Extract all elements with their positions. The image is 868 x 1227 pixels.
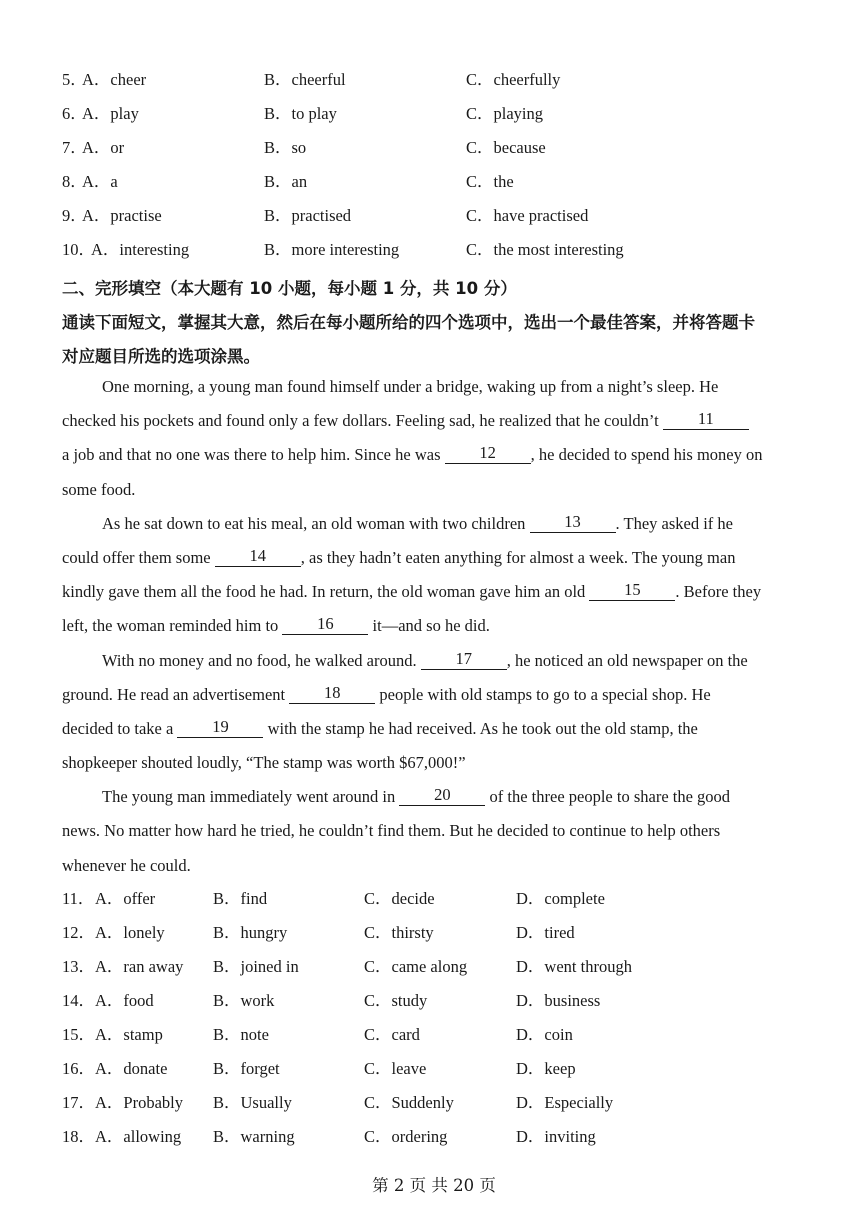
option-d: D．complete: [516, 889, 605, 908]
option-c: C．thirsty: [364, 923, 434, 942]
option-a: A．lonely: [95, 923, 165, 942]
text: a job and that no one was there to help him. Since he was: [62, 445, 441, 465]
blank-12: 12: [445, 443, 531, 464]
option-c: C．card: [364, 1025, 420, 1044]
option-c: C．the most interesting: [466, 240, 624, 259]
text: with the stamp he had received. As he took out the old stamp, the: [267, 718, 698, 738]
option-a: A．cheer: [82, 70, 147, 89]
text: . Before they: [675, 582, 762, 602]
passage-line: news. No matter how hard he tried, he couldn’t find them. But he decided to continue to help others: [62, 821, 721, 841]
option-b: B．to play: [264, 104, 337, 123]
text: of the three people to share the good: [489, 787, 731, 807]
option-d: D．inviting: [516, 1127, 596, 1146]
section-instruction-cont: 对应题目所选的选项涂黑。: [62, 347, 260, 366]
option-b: B．hungry: [213, 923, 288, 942]
option-d: D．coin: [516, 1025, 573, 1044]
option-c: C．playing: [466, 104, 543, 123]
option-b: B．more interesting: [264, 240, 400, 259]
option-c: C．because: [466, 138, 546, 157]
blank-18: 18: [289, 683, 375, 704]
text: , he noticed an old newspaper on the: [506, 650, 748, 670]
option-a: A．offer: [95, 889, 156, 908]
option-a: A．Probably: [95, 1093, 183, 1112]
passage-line: shopkeeper shouted loudly, “The stamp was worth $67,000!”: [62, 753, 466, 773]
option-c: C．the: [466, 172, 514, 191]
question-number: 12．: [62, 923, 95, 942]
blank-17: 17: [421, 649, 507, 670]
section-title: 二、完形填空（本大题有 10 小题，每小题 1 分，共 10 分）: [62, 279, 517, 298]
text: it—and so he did.: [372, 616, 490, 636]
question-number: 15．: [62, 1025, 95, 1044]
option-c: C．decide: [364, 889, 435, 908]
text: checked his pockets and found only a few dollars. Feeling sad, he realized that he couldn’t: [62, 411, 659, 431]
blank-16: 16: [282, 614, 368, 635]
option-b: B．find: [213, 889, 268, 908]
blank-20: 20: [399, 785, 485, 806]
option-c: C．cheerfully: [466, 70, 561, 89]
option-c: C．study: [364, 991, 428, 1010]
blank-13: 13: [530, 512, 616, 533]
text: . They asked if he: [615, 513, 733, 533]
option-d: D．keep: [516, 1059, 576, 1078]
option-b: B．work: [213, 991, 275, 1010]
option-c: C．came along: [364, 957, 468, 976]
blank-15: 15: [589, 580, 675, 601]
option-a: A．interesting: [91, 240, 190, 259]
question-number: 8．: [62, 172, 87, 191]
passage-line: whenever he could.: [62, 855, 191, 875]
page-number: 第 2 页 共 20 页: [372, 1176, 496, 1195]
question-number: 5．: [62, 70, 87, 89]
option-b: B．forget: [213, 1059, 280, 1078]
question-number: 10．: [62, 240, 95, 259]
option-b: B．so: [264, 138, 307, 157]
passage-line: [62, 575, 807, 609]
question-number: 9．: [62, 206, 87, 225]
option-a: A．a: [82, 172, 118, 191]
option-d: D．went through: [516, 957, 632, 976]
blank-14: 14: [215, 546, 301, 567]
option-a: A．ran away: [95, 957, 184, 976]
text: left, the woman reminded him to: [62, 616, 279, 636]
option-c: C．ordering: [364, 1127, 448, 1146]
passage-line: [62, 507, 807, 541]
option-b: B．cheerful: [264, 70, 346, 89]
question-number: 14．: [62, 991, 95, 1010]
passage-line: [62, 438, 807, 472]
option-b: B．practised: [264, 206, 352, 225]
option-c: C．leave: [364, 1059, 427, 1078]
passage-line: [62, 644, 807, 678]
text: As he sat down to eat his meal, an old woman with two children: [102, 513, 526, 533]
option-c: C．Suddenly: [364, 1093, 454, 1112]
question-number: 18．: [62, 1127, 95, 1146]
option-d: D．Especially: [516, 1093, 614, 1112]
question-number: 13．: [62, 957, 95, 976]
option-a: A．allowing: [95, 1127, 182, 1146]
text: could offer them some: [62, 547, 211, 567]
option-d: D．business: [516, 991, 601, 1010]
option-a: A．play: [82, 104, 139, 123]
text: kindly gave them all the food he had. In return, the old woman gave him an old: [62, 582, 586, 602]
section-instruction: 通读下面短文，掌握其大意，然后在每小题所给的四个选项中，选出一个最佳答案，并将答题卡: [62, 313, 755, 332]
passage-line: some food.: [62, 479, 136, 499]
option-a: A．or: [82, 138, 125, 157]
passage-line: [62, 404, 807, 438]
option-b: B．Usually: [213, 1093, 292, 1112]
text: , he decided to spend his money on: [530, 445, 763, 465]
text: , as they hadn’t eaten anything for almost a week. The young man: [300, 547, 736, 567]
option-b: B．warning: [213, 1127, 295, 1146]
passage-line: [62, 541, 807, 575]
option-b: B．note: [213, 1025, 269, 1044]
option-b: B．joined in: [213, 957, 299, 976]
option-b: B．an: [264, 172, 308, 191]
blank-19: 19: [177, 717, 263, 738]
question-number: 6．: [62, 104, 87, 123]
passage-line: [62, 678, 807, 712]
passage-line: [62, 780, 807, 814]
question-number: 7．: [62, 138, 87, 157]
option-a: A．donate: [95, 1059, 168, 1078]
passage-line: [62, 712, 807, 746]
passage-line: One morning, a young man found himself under a bridge, waking up from a night’s sleep. He: [102, 377, 719, 396]
option-a: A．food: [95, 991, 154, 1010]
question-number: 17．: [62, 1093, 95, 1112]
option-c: C．have practised: [466, 206, 589, 225]
option-a: A．stamp: [95, 1025, 163, 1044]
text: With no money and no food, he walked around.: [102, 650, 417, 670]
blank-11: 11: [663, 409, 749, 430]
text: people with old stamps to go to a special shop. He: [379, 684, 711, 704]
text: ground. He read an advertisement: [62, 684, 286, 704]
question-number: 11．: [62, 889, 95, 908]
passage: [62, 370, 807, 883]
option-d: D．tired: [516, 923, 575, 942]
question-number: 16．: [62, 1059, 95, 1078]
passage-line: [62, 609, 807, 643]
option-a: A．practise: [82, 206, 162, 225]
text: The young man immediately went around in: [102, 787, 396, 807]
text: decided to take a: [62, 718, 174, 738]
